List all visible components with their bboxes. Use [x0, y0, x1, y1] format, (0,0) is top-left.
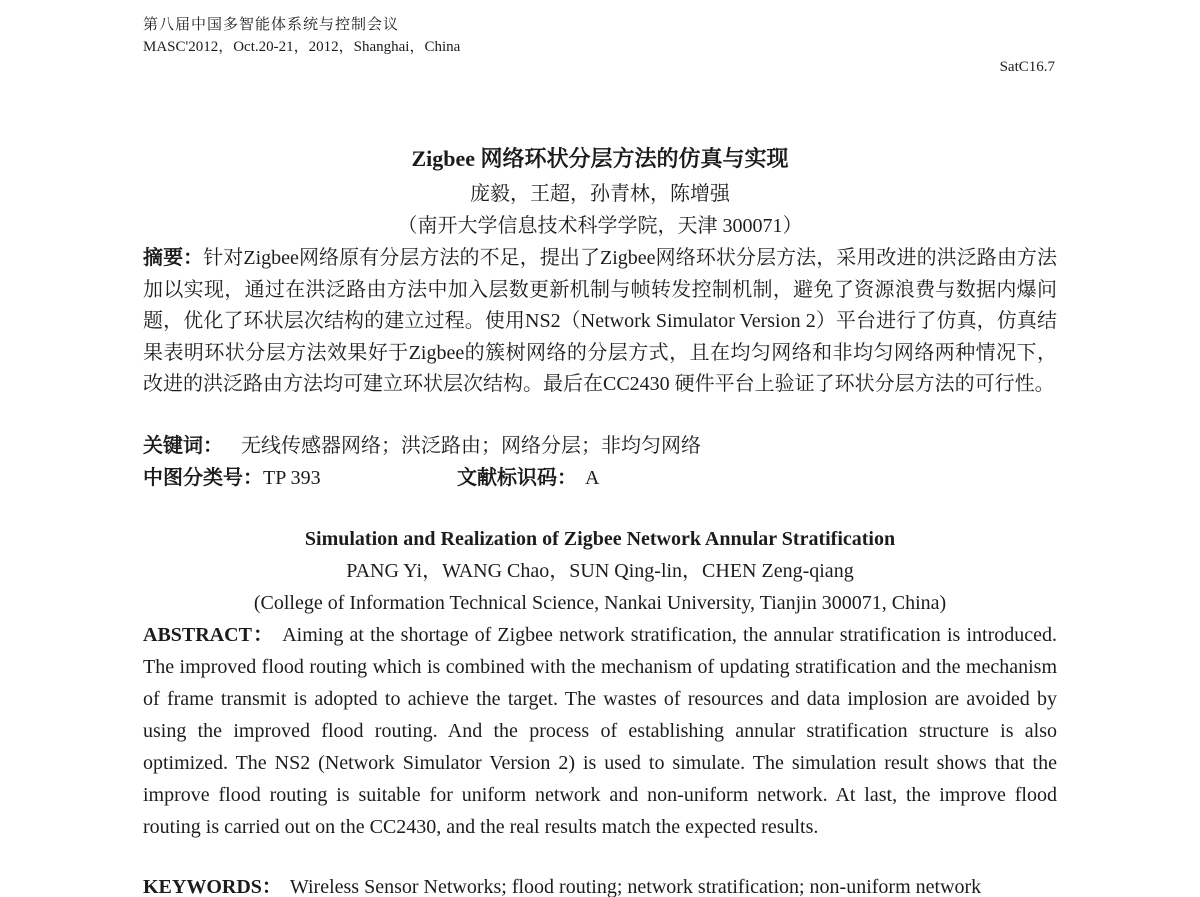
- page-title-en: Simulation and Realization of Zigbee Network Annular Stratification: [304, 528, 896, 550]
- document-code: [457, 463, 599, 495]
- keywords-en: [143, 871, 1057, 897]
- clc-number: [143, 463, 457, 495]
- keywords-text-en: Wireless Sensor Networks; flood routing; network stratification; non-uniform network: [289, 876, 982, 897]
- paper-session-code: SatC16.7: [999, 59, 1055, 75]
- conference-title-cn: 第八届中国多智能体系统与控制会议: [143, 17, 400, 33]
- keywords-label-cn: 关键词：: [143, 435, 223, 457]
- abstract-cn: [143, 243, 1057, 401]
- abstract-label-cn: 摘要：: [143, 247, 204, 269]
- affiliation-en: (College of Information Technical Science, Nankai University, Tianjin 300071, China): [253, 592, 947, 614]
- abstract-label-en: ABSTRACT：: [143, 624, 275, 646]
- abstract-text-cn: 针对Zigbee网络原有分层方法的不足，提出了Zigbee网络环状分层方法，采用改进的洪泛路由方法加以实现，通过在洪泛路由方法中加入层数更新机制与帧转发控制机制，避免了资源浪费与数据内爆问题，优化了环状层次结构的建立过程。使用NS2（Network Simulator Version 2）平台进行了仿真，仿真结果表明环状分层方法效果好于Zigbee的簇树网络的分层方式，且在均匀网络和非均匀网络两种情况下，改进的洪泛路由方法均可建立环状层次结构。最后在CC2430 硬件平台上验证了环状分层方法的可行性。: [143, 247, 1057, 395]
- clc-number-label: 中图分类号：: [143, 467, 263, 489]
- page-title-cn: Zigbee 网络环状分层方法的仿真与实现: [411, 146, 789, 171]
- document-code-label: 文献标识码：: [457, 467, 577, 489]
- keywords-text-cn: 无线传感器网络；洪泛路由；网络分层；非均匀网络: [241, 435, 701, 457]
- keywords-label-en: KEYWORDS：: [143, 876, 282, 897]
- authors-en: PANG Yi，WANG Chao，SUN Qing-lin，CHEN Zeng-qiang: [346, 560, 854, 582]
- affiliation-cn: （南开大学信息技术科学学院，天津 300071）: [397, 215, 803, 237]
- classification-line: [143, 463, 1057, 495]
- conference-info-en: MASC'2012，Oct.20-21，2012，Shanghai，China: [143, 39, 461, 55]
- authors-cn: 庞毅，王超，孙青林，陈增强: [470, 183, 730, 205]
- abstract-en: [143, 619, 1057, 843]
- document-code-value: A: [585, 467, 600, 489]
- abstract-text-en: Aiming at the shortage of Zigbee network stratification, the annular stratification is introduced. The improved flood routing which is combined with the mechanism of updating stratification and the mechanism of frame transmit is adopted to achieve the target. The wastes of resources and data implosion are avoided by using the improved flood routing. And the process of establishing annular stratification structure is also optimized. The NS2 (Network Simulator Version 2) is used to simulate. The simulation result shows that the improve flood routing is suitable for uniform network and non-uniform network. At last, the improve flood routing is carried out on the CC2430, and the real results match the expected results.: [143, 624, 1057, 838]
- keywords-cn: [143, 431, 1057, 463]
- clc-number-value: TP 393: [263, 467, 321, 489]
